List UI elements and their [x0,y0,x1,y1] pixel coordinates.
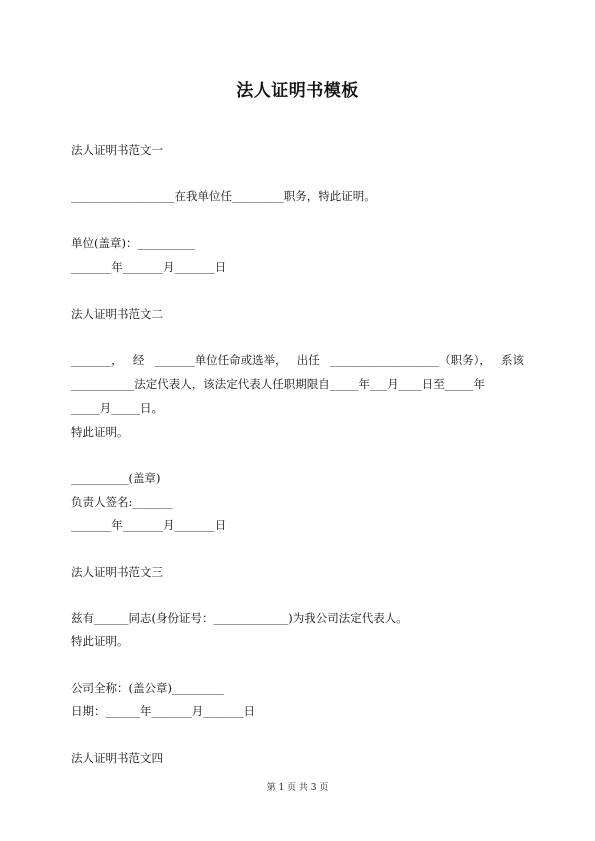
section-1-body: __________________在我单位任_________职务，特此证明。 [71,189,376,203]
section-3-date: 日期：______年_______月_______日 [71,704,255,718]
section-2-heading: 法人证明书范文二 [71,307,163,321]
section-1-heading: 法人证明书范文一 [71,143,163,157]
section-3-proof: 特此证明。 [71,634,129,648]
para-segment: _______， [71,353,123,367]
para-segment: 经 [132,353,145,367]
page-footer: 第 1 页 共 3 页 [266,783,329,793]
section-2-seal: __________(盖章) [71,471,161,485]
section-3-heading: 法人证明书范文三 [71,565,163,579]
section-2-signature: 负责人签名:_______ [71,495,173,509]
section-2-paragraph-line-2: ___________法定代表人，该法定代表人任职期限自_____年___月____日至_____年 [71,377,485,391]
section-3-body: 兹有______同志(身份证号：_____________)为我公司法定代表人。 [71,611,408,625]
section-2-paragraph-line-1 [71,352,524,368]
para-segment: 系该 [500,353,524,367]
section-2-paragraph-line-3: _____月_____日。 [71,401,163,415]
section-1-unit: 单位(盖章)：__________ [71,236,195,250]
section-2-date: _______年_______月_______日 [71,518,227,532]
section-4-heading: 法人证明书范文四 [71,751,163,765]
section-1-date: _______年_______月_______日 [71,260,227,274]
section-2-proof: 特此证明。 [71,425,129,439]
para-segment: ___________________（职务）， [329,353,491,367]
document-title: 法人证明书模板 [236,81,359,101]
section-3-company: 公司全称：(盖公章)_________ [71,681,224,695]
para-segment: _______单位任命或选举， [154,353,287,367]
para-segment: 出任 [296,353,320,367]
